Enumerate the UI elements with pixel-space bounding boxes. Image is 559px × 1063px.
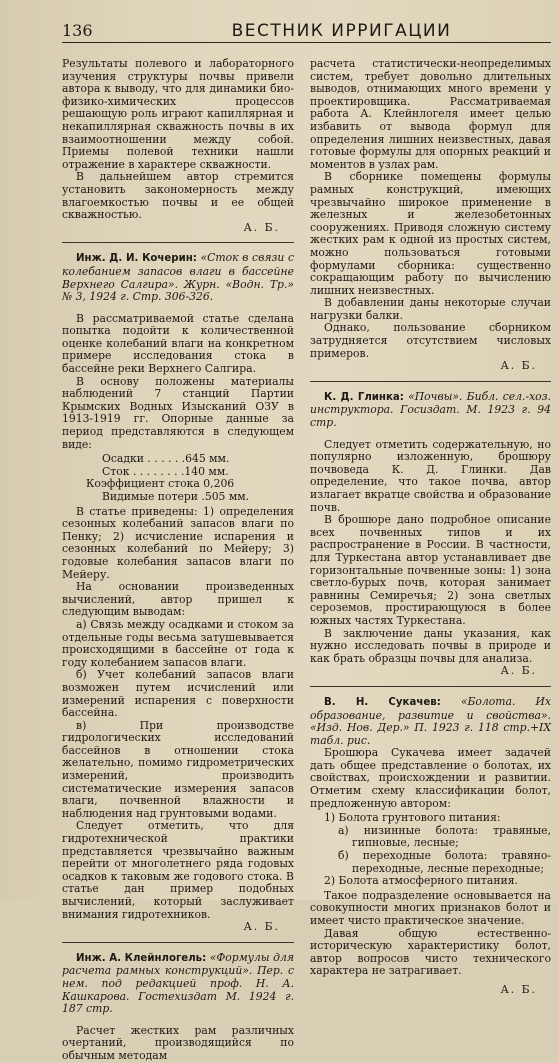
review-bogs (310, 696, 551, 997)
paragraph: в) При производстве гидрологических исследований бассейнов в отношении стока желательно, помимо гидрометрических измерений, производить систематические измерения запасов влаги, почвенной влажности и наблюдения над грунтовыми водами. (62, 718, 294, 820)
data-row: Осадки . . . . . .645 мм. (102, 452, 230, 466)
review-citation: «Формулы для расчета рамных конструкций». Пер. с нем. под редакцией проф. Н. А. Кашкарова. Гостехиздат М. 1924 г. 187 стр. (62, 950, 295, 1016)
review-citation: «Сток в связи с колебанием запасов влаги в бассейне Верхнего Салгира». Журн. «Водн. Тр.» № 3, 1924 г. Стр. 306-326. (62, 251, 294, 304)
data-row: Видимые потери .505 мм. (102, 490, 250, 503)
paragraph: На основании произведенных вычислений, автор пришел к следующим выводам: (62, 580, 294, 619)
signature: А. Б. (243, 220, 280, 234)
signature: А. Б. (243, 920, 280, 934)
left-column (62, 58, 294, 1063)
list-item: а) низинные болота: травяные, гипновые, лесные; (338, 823, 551, 850)
signature: А. Б. (500, 664, 537, 678)
paragraph: Следует отметить содержательную, но популярно изложенную, брошюру почвоведа К. Д. Глинки. Дав определение, что такое почва, автор излагает вкратце свойства и образование почв. (310, 437, 551, 514)
signature: А. Б. (500, 359, 537, 373)
paragraph: Давая общую естественно-историческую характеристику болот, автор вопросов чисто технического характера не затрагивает. (310, 926, 551, 978)
data-table (62, 453, 294, 503)
review-heading (62, 952, 294, 1016)
list-item: 1) Болота грунтового питания: (324, 811, 501, 825)
divider (310, 686, 551, 687)
paragraph: В дальнейшем автор стремится установить закономерность между влагоемкостью почвы и ее общей скважностью. (62, 170, 294, 222)
data-row: Коэффициент стока 0,206 (86, 477, 235, 491)
divider (62, 242, 294, 243)
paragraph: Следует отметить, что для гидротехнической практики представляется чрезвычайно важным перейти от многолетнего ряда годовых осадков к таковым же годового стока. В статье дан пример подобных вычислений, который заслуживает внимания гидротехников. (62, 819, 294, 921)
review-heading (62, 252, 294, 303)
signature: А. Б. (500, 982, 537, 996)
page-header (62, 20, 551, 43)
paragraph: В основу положены материалы наблюдений 7 станций Партии Крымских Водных Изысканий ОЗУ в 1913-1919 гг. Опорные данные за период представляются в следующем виде: (62, 374, 294, 451)
review-frames-continued (310, 58, 551, 373)
classification-list (310, 812, 551, 888)
review-citation: «Болота. Их образование, развитие и свойства». «Изд. Нов. Дер.» П. 1923 г. 118 стр.+IX табл. рис. (310, 694, 551, 747)
review-stok (62, 252, 294, 933)
paragraph: В заключение даны указания, как нужно исследовать почвы в природе и как брать образцы почвы для анализа. (310, 626, 551, 665)
review-frames (62, 952, 294, 1063)
paragraph: расчета статистически-неопределимых систем, требует довольно длительных выводов, отнимающих много времени у проектировщика. Рассматриваемая работа А. Клейнлогеля имеет целью избавить от вывода формул для определения лишних неизвестных, давая готовые формулы для опорных реакций и моментов в узлах рам. (310, 57, 551, 171)
divider (62, 942, 294, 943)
paragraph: Брошюра Сукачева имеет задачей дать общее представление о болотах, их свойствах, происхождении и развитии. Отметим схему классификации болот, предложенную автором: (310, 746, 551, 810)
paragraph: В сборнике помещены формулы рамных конструкций, имеющих чрезвычайно широкое применение в железных и железобетонных сооружениях. Приводя сложную систему жестких рам к одной из простых систем, можно пользоваться готовыми формулами сборника: существенно сокращающим работу по вычислению лишних неизвестных. (310, 170, 551, 297)
review-author: Инж. Д. И. Кочерин: (76, 253, 197, 265)
paragraph: Такое подразделение основывается на совокупности многих признаков болот и имеет чисто практическое значение. (310, 888, 551, 927)
paragraph: Расчет жестких рам различных очертаний, производящийся по обычным методам (62, 1023, 294, 1062)
paragraph: б) Учет колебаний запасов влаги возможен путем исчислений или измерений испарения с поверхности бассейна. (62, 668, 294, 720)
journal-title: ВЕСТНИК ИРРИГАЦИИ (231, 21, 452, 41)
paragraph: В рассматриваемой статье сделана попытка подойти к количественной оценке колебаний влаги на конкретном примере исследования стока в бассейне реки Верхнего Салгира. (62, 311, 294, 376)
paragraph: В добавлении даны некоторые случаи нагрузки балки. (310, 296, 551, 322)
review-author: Инж. А. Клейнлогель: (76, 952, 207, 964)
review-author: В. Н. Сукачев: (324, 696, 441, 708)
list-item: б) переходные болота: травяно-переходные, лесные переходные; (338, 849, 551, 875)
review-heading (310, 696, 551, 747)
paragraph: В брошюре дано подробное описание всех почвенных типов и их распространение в России. В частности, для Туркестана автор устанавливает две горизонтальные почвенные зоны: 1) зона светло-бурых почв, которая занимает равнины Семиречья; 2) зона светлых сероземов, простирающуюся в более южных частях Туркестана. (310, 513, 551, 627)
list-item: 2) Болота атмосферного питания. (324, 874, 518, 888)
review-author: К. Д. Глинка: (324, 391, 404, 403)
review-soils (310, 391, 551, 678)
page-number: 136 (62, 21, 93, 40)
right-column (310, 58, 551, 997)
review-citation: «Почвы». Библ. сел.-хоз. инструктора. Госиздат. М. 1923 г. 94 стр. (310, 389, 552, 430)
divider (310, 381, 551, 382)
paragraph: Однако, пользование сборником затрудняется отсутствием числовых примеров. (310, 321, 551, 360)
review-structure (62, 58, 294, 234)
paragraph: Результаты полевого и лабораторного изучения структуры почвы привели автора к выводу, что для динамики био-физико-химических процессов решающую роль играют капиллярная и некапиллярная скважность почвы в их взаимоотношении между собой. Приемы полевой техники нашли отражение в характере скважности. (62, 57, 294, 171)
review-heading (310, 391, 551, 430)
paragraph: В статье приведены: 1) определения сезонных колебаний запасов влаги по Пенку; 2) исчисление испарения и сезонных колебаний по Мейеру; 3) годовые колебания запасов влаги по Мейеру. (62, 504, 294, 581)
data-row: Сток . . . . . . . .140 мм. (102, 464, 229, 478)
paragraph: а) Связь между осадками и стоком за отдельные годы весьма затушевывается происходящими в бассейне от года к году колебанием запасов влаги. (62, 617, 294, 669)
